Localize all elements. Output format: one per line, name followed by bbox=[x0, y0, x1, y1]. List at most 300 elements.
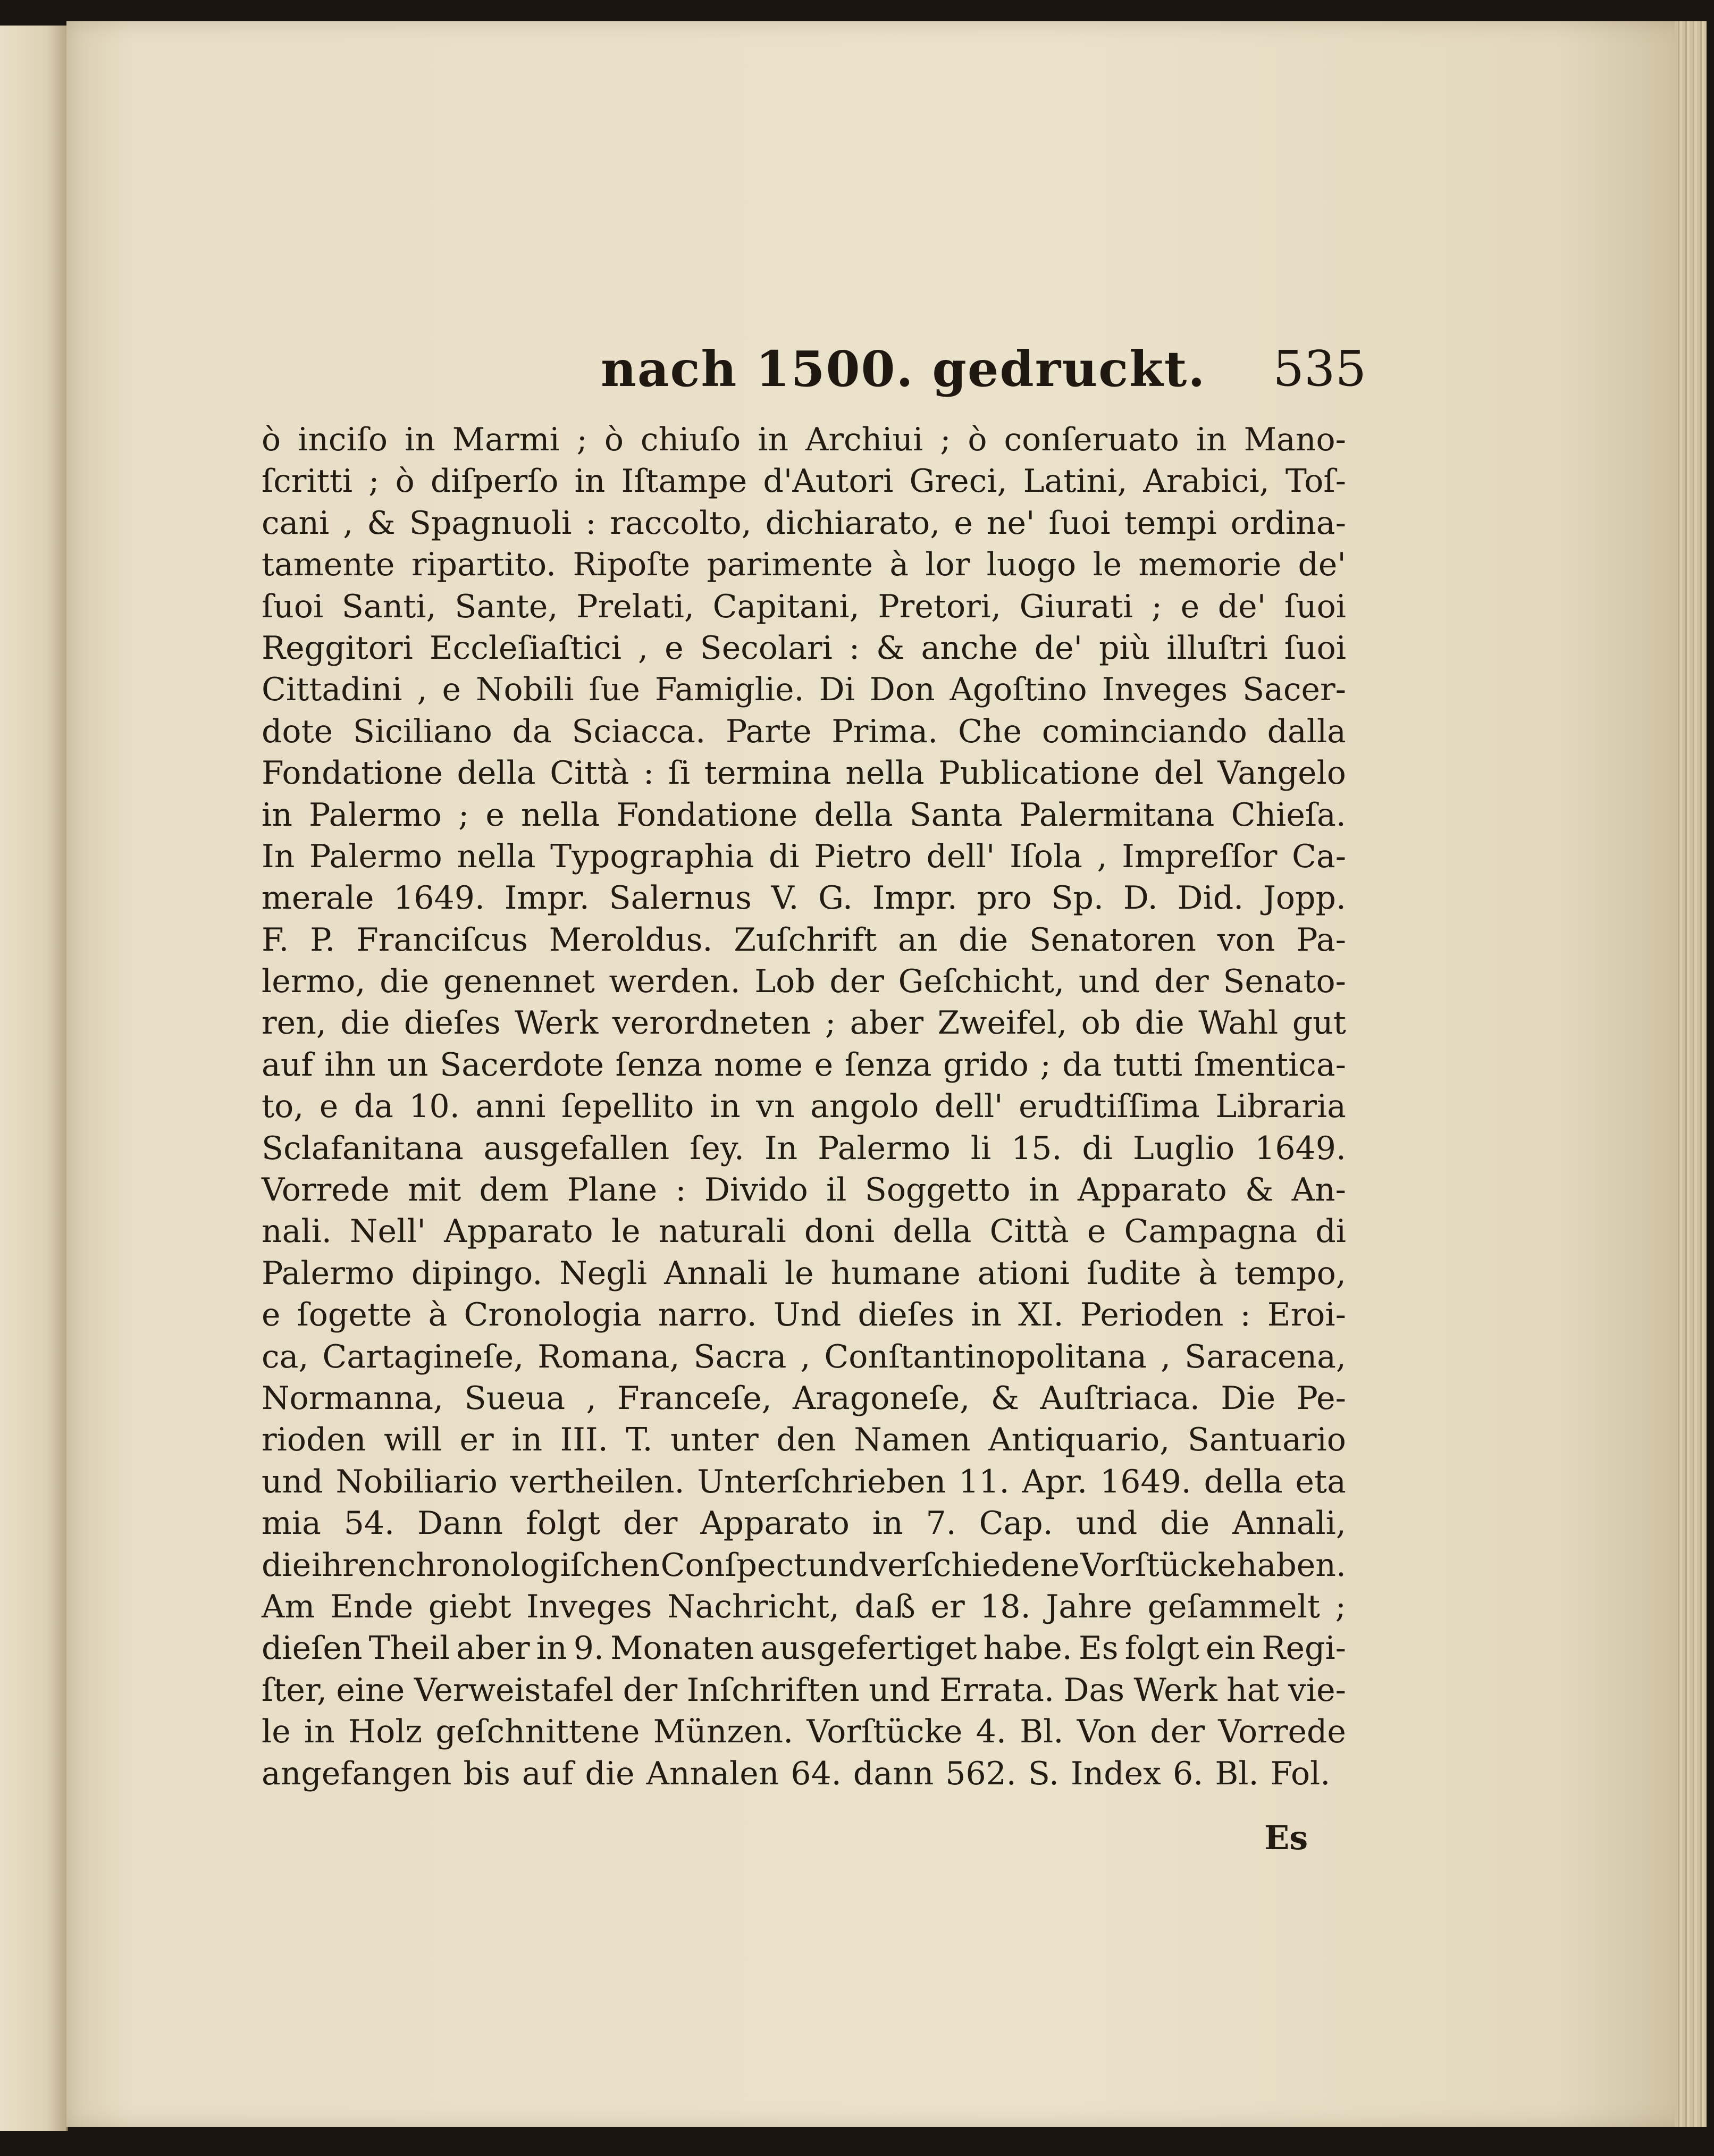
word: Palermo bbox=[818, 1129, 951, 1167]
word: della bbox=[893, 1213, 972, 1251]
word: Aragoneſe, bbox=[793, 1379, 970, 1417]
word: Sueua bbox=[464, 1379, 566, 1417]
word: Werk bbox=[1133, 1671, 1217, 1709]
word: nella bbox=[520, 796, 600, 834]
word: werden. bbox=[609, 963, 741, 1001]
word: Monaten bbox=[610, 1630, 754, 1667]
word: Fol. bbox=[1270, 1755, 1331, 1792]
page-block-edges bbox=[1675, 21, 1707, 2127]
word: Palermo bbox=[309, 837, 442, 875]
word: die bbox=[1135, 1004, 1184, 1042]
word: will bbox=[384, 1421, 442, 1459]
word: un bbox=[387, 1046, 429, 1084]
word: ſmentica- bbox=[1194, 1046, 1346, 1084]
word: in bbox=[511, 1421, 543, 1459]
word: mia bbox=[262, 1505, 321, 1542]
word: Pietro bbox=[814, 837, 912, 875]
word: Palermitana bbox=[1019, 796, 1215, 834]
word: nome bbox=[713, 1046, 803, 1084]
word: Nachricht, bbox=[667, 1588, 839, 1625]
word: Negli bbox=[559, 1254, 648, 1292]
word: tempo, bbox=[1234, 1254, 1346, 1292]
word: Vangelo bbox=[1217, 754, 1346, 792]
text-line bbox=[262, 1419, 1346, 1461]
word: Latini, bbox=[1023, 463, 1128, 500]
word: Pa- bbox=[1296, 921, 1346, 959]
word: tempi bbox=[1124, 504, 1217, 542]
text-line bbox=[262, 1044, 1346, 1086]
word: Santuario bbox=[1187, 1421, 1346, 1459]
word: mit bbox=[408, 1171, 461, 1209]
word: nali. bbox=[262, 1213, 332, 1251]
word: le bbox=[1093, 546, 1122, 584]
word: Cartagineſe, bbox=[322, 1338, 524, 1375]
word: Zweifel, bbox=[937, 1004, 1068, 1042]
word: : bbox=[675, 1171, 686, 1209]
word: Nobili bbox=[475, 671, 574, 709]
word: Franceſe, bbox=[617, 1379, 772, 1417]
word: ò bbox=[395, 463, 415, 500]
word: Ca- bbox=[1292, 837, 1346, 875]
word: e bbox=[262, 1296, 281, 1334]
word: Inveges bbox=[526, 1588, 652, 1625]
word: naturali bbox=[658, 1213, 786, 1251]
word: Vorſtücke bbox=[1080, 1546, 1236, 1584]
word: humane bbox=[830, 1254, 961, 1292]
word: ſenza bbox=[615, 1046, 703, 1084]
word: Plane bbox=[567, 1171, 658, 1209]
word: di bbox=[1082, 1129, 1113, 1167]
word: Giurati bbox=[1019, 588, 1133, 625]
text-line bbox=[262, 961, 1346, 1002]
word: ſuoi bbox=[262, 588, 324, 625]
word: In bbox=[764, 1129, 798, 1167]
word: Unterſchrieben bbox=[697, 1463, 946, 1500]
word: Capitani, bbox=[712, 588, 860, 625]
word: Theil bbox=[368, 1630, 450, 1667]
word: vn bbox=[756, 1088, 795, 1126]
word: ; bbox=[458, 796, 469, 834]
text-line bbox=[262, 460, 1346, 502]
word: XI. bbox=[1018, 1296, 1064, 1334]
word: verſchiedene bbox=[869, 1546, 1080, 1584]
word: aber bbox=[456, 1630, 530, 1667]
text-line bbox=[262, 794, 1346, 836]
word: pro bbox=[977, 879, 1032, 917]
text-line bbox=[262, 1628, 1346, 1669]
word: to, bbox=[262, 1088, 304, 1126]
word: ob bbox=[1081, 1004, 1121, 1042]
word: V. bbox=[771, 879, 799, 917]
word: ſenza bbox=[844, 1046, 932, 1084]
word: illuſtri bbox=[1166, 629, 1268, 667]
word: Divido bbox=[704, 1171, 808, 1209]
word: Salernus bbox=[609, 879, 752, 917]
word: in bbox=[872, 1505, 903, 1542]
word: 7. bbox=[926, 1505, 956, 1542]
word: und bbox=[1076, 1505, 1138, 1542]
word: die bbox=[1160, 1505, 1210, 1542]
word: Palermo bbox=[262, 1254, 394, 1292]
word: le bbox=[784, 1254, 814, 1292]
word: der bbox=[623, 1671, 678, 1709]
word: geſammelt bbox=[1147, 1588, 1321, 1625]
word: Fondatione bbox=[262, 754, 443, 792]
word: Città bbox=[989, 1213, 1069, 1251]
word: III. bbox=[560, 1421, 608, 1459]
word: ſi bbox=[668, 754, 691, 792]
word: Don bbox=[869, 671, 935, 709]
word: ſcritti bbox=[262, 463, 353, 500]
word: ausgefallen bbox=[483, 1129, 670, 1167]
word: T. bbox=[626, 1421, 653, 1459]
text-line bbox=[262, 711, 1346, 752]
word: tamente bbox=[262, 546, 395, 584]
word: 4. bbox=[976, 1713, 1006, 1751]
word: da bbox=[512, 712, 552, 750]
word: più bbox=[1099, 629, 1150, 667]
word: Inveges bbox=[1102, 671, 1228, 709]
word: dell' bbox=[926, 837, 995, 875]
word: , bbox=[800, 1338, 811, 1375]
word: à bbox=[428, 1296, 448, 1334]
word: Zuſchrift bbox=[734, 921, 877, 959]
word: Agoſtino bbox=[950, 671, 1087, 709]
word: ſuoi bbox=[1284, 629, 1346, 667]
word: anni bbox=[475, 1088, 546, 1126]
word: grido bbox=[943, 1046, 1029, 1084]
word: Publicatione bbox=[938, 754, 1140, 792]
text-line bbox=[262, 627, 1346, 669]
word: ; bbox=[1040, 1046, 1051, 1084]
word: 54. bbox=[343, 1505, 395, 1542]
page-number: 535 bbox=[1273, 340, 1366, 397]
word: die bbox=[585, 1755, 635, 1792]
word: haben. bbox=[1236, 1546, 1346, 1584]
word: , bbox=[343, 504, 354, 542]
word: termina bbox=[704, 754, 831, 792]
word: folgt bbox=[525, 1505, 601, 1542]
word: in bbox=[404, 421, 435, 458]
word: Reggitori bbox=[262, 629, 413, 667]
word: Nobiliario bbox=[335, 1463, 498, 1500]
word: in bbox=[304, 1713, 335, 1751]
word: Holz bbox=[348, 1713, 423, 1751]
text-line bbox=[262, 1253, 1346, 1294]
word: Siciliano bbox=[352, 712, 492, 750]
word: Famiglie. bbox=[654, 671, 804, 709]
word: ò bbox=[968, 421, 987, 458]
word: gut bbox=[1292, 1004, 1346, 1042]
word: della bbox=[457, 754, 536, 792]
word: ; bbox=[368, 463, 380, 500]
word: & bbox=[367, 504, 396, 542]
word: e bbox=[319, 1088, 339, 1126]
word: ; bbox=[1335, 1588, 1346, 1625]
word: ren, bbox=[262, 1004, 326, 1042]
word: er bbox=[930, 1588, 965, 1625]
word: Bl. bbox=[1215, 1755, 1259, 1792]
word: Parte bbox=[725, 712, 812, 750]
word: Santa bbox=[909, 796, 1003, 834]
word: del bbox=[1154, 754, 1204, 792]
word: Prelati, bbox=[576, 588, 695, 625]
word: ; bbox=[1151, 588, 1163, 625]
word: giebt bbox=[428, 1588, 511, 1625]
word: dem bbox=[479, 1171, 549, 1209]
word: ; bbox=[940, 421, 951, 458]
word: & bbox=[1245, 1171, 1274, 1209]
word: ſudite bbox=[1086, 1254, 1181, 1292]
word: dieſes bbox=[858, 1296, 955, 1334]
word: Dann bbox=[417, 1505, 503, 1542]
word: Es bbox=[1079, 1630, 1119, 1667]
word: der bbox=[623, 1505, 678, 1542]
word: e bbox=[442, 671, 461, 709]
word: der bbox=[1154, 963, 1209, 1001]
word: 10. bbox=[409, 1088, 460, 1126]
word: An- bbox=[1291, 1171, 1346, 1209]
text-line bbox=[262, 1336, 1346, 1378]
word: Auſtriaca. bbox=[1040, 1379, 1200, 1417]
word: in bbox=[536, 1630, 567, 1667]
word: Eroi- bbox=[1267, 1296, 1346, 1334]
word: Ende bbox=[330, 1588, 414, 1625]
word: unter bbox=[670, 1421, 759, 1459]
word: e bbox=[1180, 588, 1200, 625]
word: de' bbox=[1034, 629, 1083, 667]
word: e bbox=[1087, 1213, 1106, 1251]
word: anche bbox=[921, 629, 1018, 667]
word: d'Autori bbox=[763, 463, 894, 500]
text-line bbox=[262, 1128, 1346, 1169]
word: Sclafanitana bbox=[262, 1129, 464, 1167]
word: Prima. bbox=[831, 712, 938, 750]
word: Campagna bbox=[1124, 1213, 1298, 1251]
word: eine bbox=[336, 1671, 405, 1709]
word: Meroldus. bbox=[549, 921, 713, 959]
word: , bbox=[1097, 837, 1107, 875]
word: de' bbox=[1298, 546, 1346, 584]
word: Typographia bbox=[550, 837, 754, 875]
word: von bbox=[1217, 921, 1275, 959]
word: e bbox=[954, 504, 973, 542]
word: angefangen bbox=[262, 1755, 452, 1792]
word: ſter, bbox=[262, 1671, 327, 1709]
word: Luglio bbox=[1132, 1129, 1235, 1167]
word: ; bbox=[825, 1004, 836, 1042]
word: li bbox=[970, 1129, 992, 1167]
word: die bbox=[380, 963, 430, 1001]
word: 64. bbox=[791, 1755, 842, 1792]
word: , bbox=[586, 1379, 596, 1417]
word: Conſtantinopolitana bbox=[824, 1338, 1147, 1375]
word: , bbox=[638, 629, 649, 667]
text-line bbox=[262, 1294, 1346, 1336]
word: Greci, bbox=[909, 463, 1007, 500]
word: rioden bbox=[262, 1421, 366, 1459]
word: Vorſtücke bbox=[806, 1713, 963, 1751]
word: erudtiſſima bbox=[1019, 1088, 1200, 1126]
word: Did. bbox=[1177, 879, 1244, 917]
body-text bbox=[262, 419, 1346, 1794]
word: Sciacca. bbox=[572, 712, 706, 750]
text-line bbox=[262, 586, 1346, 627]
word: Conſpect bbox=[660, 1546, 807, 1584]
word: Namen bbox=[854, 1421, 971, 1459]
word: in bbox=[971, 1296, 1002, 1334]
word: : bbox=[585, 504, 596, 542]
word: die bbox=[340, 1004, 390, 1042]
word: Cap. bbox=[979, 1505, 1053, 1542]
word: ationi bbox=[977, 1254, 1070, 1292]
word: Bl. bbox=[1020, 1713, 1064, 1751]
word: Index bbox=[1070, 1755, 1162, 1792]
word: Münzen. bbox=[653, 1713, 794, 1751]
word: in bbox=[1196, 421, 1227, 458]
word: & bbox=[990, 1379, 1020, 1417]
word: verordneten bbox=[612, 1004, 811, 1042]
word: chronologiſchen bbox=[398, 1546, 660, 1584]
word: & bbox=[876, 629, 905, 667]
word: 1649. bbox=[1255, 1129, 1346, 1167]
word: geſchnittene bbox=[435, 1713, 640, 1751]
word: Am bbox=[262, 1588, 315, 1625]
text-line bbox=[262, 669, 1346, 710]
running-title: nach 1500. gedruckt. bbox=[601, 340, 1206, 398]
word: daß bbox=[854, 1588, 915, 1625]
word: Apr. bbox=[1022, 1463, 1088, 1500]
word: 9. bbox=[573, 1630, 604, 1667]
word: della bbox=[814, 796, 893, 834]
word: de' bbox=[1217, 588, 1266, 625]
word: lor bbox=[925, 546, 970, 584]
word: ein bbox=[1205, 1630, 1256, 1667]
word: F. bbox=[262, 921, 289, 959]
word: dann bbox=[853, 1755, 934, 1792]
word: ; bbox=[576, 421, 587, 458]
word: auf bbox=[262, 1046, 313, 1084]
word: Chieſa. bbox=[1231, 796, 1346, 834]
text-line bbox=[262, 1711, 1346, 1752]
word: ſogette bbox=[297, 1296, 412, 1334]
word: Wahl bbox=[1198, 1004, 1279, 1042]
word: Verweistafel bbox=[414, 1671, 614, 1709]
word: Annali bbox=[664, 1254, 768, 1292]
word: Pretori, bbox=[878, 588, 1002, 625]
text-line bbox=[262, 1169, 1346, 1211]
word: dieſes bbox=[404, 1004, 501, 1042]
word: die bbox=[262, 1546, 312, 1584]
word: Die bbox=[1221, 1379, 1276, 1417]
word: Perioden bbox=[1080, 1296, 1224, 1334]
word: Vorrede bbox=[262, 1171, 390, 1209]
word: dieſen bbox=[262, 1630, 363, 1667]
text-line bbox=[262, 919, 1346, 961]
word: conſeruato bbox=[1004, 421, 1179, 458]
word: den bbox=[776, 1421, 836, 1459]
word: genennet bbox=[443, 963, 595, 1001]
word: ihn bbox=[324, 1046, 376, 1084]
word: angolo bbox=[810, 1088, 919, 1126]
word: di bbox=[768, 837, 800, 875]
word: , bbox=[1161, 1338, 1171, 1375]
word: in bbox=[709, 1088, 741, 1126]
word: 6. bbox=[1173, 1755, 1204, 1792]
word: ihren bbox=[312, 1546, 397, 1584]
word: ripartito. bbox=[411, 546, 557, 584]
word: Franciſcus bbox=[356, 921, 528, 959]
text-line bbox=[262, 1086, 1346, 1127]
word: Arabici, bbox=[1143, 463, 1270, 500]
word: hat bbox=[1226, 1671, 1279, 1709]
word: Annali, bbox=[1232, 1505, 1346, 1542]
word: Jopp. bbox=[1263, 879, 1346, 917]
word: Di bbox=[819, 671, 855, 709]
word: Von bbox=[1077, 1713, 1137, 1751]
word: Werk bbox=[515, 1004, 599, 1042]
word: der bbox=[829, 963, 884, 1001]
word: 562. bbox=[945, 1755, 1016, 1792]
word: à bbox=[1198, 1254, 1217, 1292]
word: P. bbox=[310, 921, 335, 959]
word: merale bbox=[262, 879, 374, 917]
text-line bbox=[262, 1753, 1346, 1794]
word: bis bbox=[463, 1755, 510, 1792]
word: Senatoren bbox=[1029, 921, 1197, 959]
word: Cittadini bbox=[262, 671, 402, 709]
word: Apparato bbox=[1078, 1171, 1227, 1209]
word: ordina- bbox=[1230, 504, 1346, 542]
text-line bbox=[262, 836, 1346, 877]
word: in bbox=[758, 421, 789, 458]
word: Jahre bbox=[1046, 1588, 1132, 1625]
word: diſperſo bbox=[430, 463, 559, 500]
word: lermo, bbox=[262, 963, 366, 1001]
word: e bbox=[485, 796, 505, 834]
word: Secolari bbox=[700, 629, 833, 667]
word: Spagnuoli bbox=[409, 504, 572, 542]
word: 1649. bbox=[1100, 1463, 1191, 1500]
word: eta bbox=[1295, 1463, 1346, 1500]
word: e bbox=[665, 629, 684, 667]
word: inciſo bbox=[298, 421, 388, 458]
word: ſepellito bbox=[561, 1088, 694, 1126]
word: Nell' bbox=[350, 1213, 426, 1251]
word: Sacra bbox=[693, 1338, 787, 1375]
word: Normanna, bbox=[262, 1379, 444, 1417]
text-line bbox=[262, 1378, 1346, 1419]
word: narro. bbox=[658, 1296, 757, 1334]
word: folgt bbox=[1124, 1630, 1199, 1667]
word: da bbox=[1062, 1046, 1102, 1084]
word: In bbox=[262, 837, 295, 875]
word: memorie bbox=[1138, 546, 1282, 584]
word: luogo bbox=[986, 546, 1077, 584]
word: in bbox=[1028, 1171, 1060, 1209]
word: Lob bbox=[754, 963, 816, 1001]
word: Und bbox=[773, 1296, 842, 1334]
word: an bbox=[897, 921, 938, 959]
word: Sante, bbox=[455, 588, 558, 625]
text-line bbox=[262, 752, 1346, 794]
word: Fondatione bbox=[616, 796, 798, 834]
word: à bbox=[889, 546, 909, 584]
word: : bbox=[848, 629, 860, 667]
word: ſuoi bbox=[1284, 588, 1346, 625]
word: di bbox=[1315, 1213, 1346, 1251]
word: Impreſſor bbox=[1122, 837, 1278, 875]
